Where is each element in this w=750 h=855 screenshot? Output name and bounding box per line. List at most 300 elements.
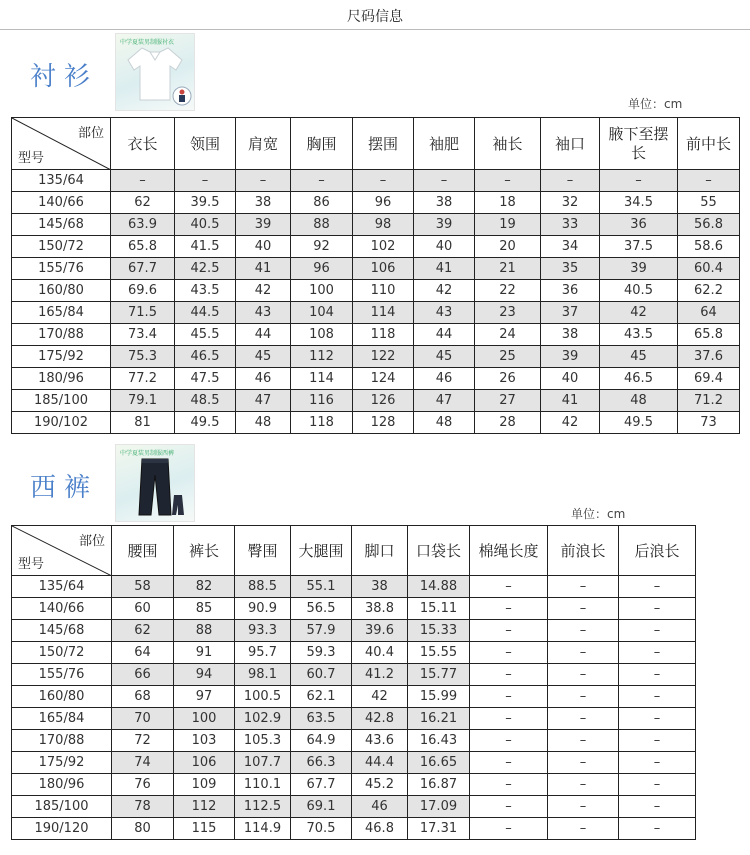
value-cell: 38 [352, 576, 408, 598]
value-cell: 102.9 [235, 708, 291, 730]
table-row [12, 368, 740, 390]
col-header: 前浪长 [548, 526, 619, 576]
value-cell: – [414, 170, 475, 192]
value-cell: – [619, 576, 696, 598]
value-cell: 62 [111, 192, 175, 214]
size-cell: 135/64 [12, 170, 111, 192]
table-row [12, 192, 740, 214]
value-cell: 43 [236, 302, 291, 324]
table-row [12, 796, 696, 818]
size-cell: 185/100 [12, 390, 111, 412]
value-cell: – [600, 170, 678, 192]
size-cell: 160/80 [12, 686, 112, 708]
value-cell: 69.6 [111, 280, 175, 302]
value-cell: 16.87 [408, 774, 470, 796]
value-cell: 42 [236, 280, 291, 302]
size-cell: 175/92 [12, 346, 111, 368]
value-cell: 56.5 [291, 598, 352, 620]
value-cell: 48 [236, 412, 291, 434]
value-cell: – [619, 620, 696, 642]
size-cell: 190/102 [12, 412, 111, 434]
value-cell: 124 [353, 368, 414, 390]
value-cell: 37.5 [600, 236, 678, 258]
value-cell: – [548, 774, 619, 796]
value-cell: 70.5 [291, 818, 352, 840]
value-cell: – [548, 796, 619, 818]
value-cell: 15.77 [408, 664, 470, 686]
value-cell: – [541, 170, 600, 192]
table-row [12, 170, 740, 192]
value-cell: 60.7 [291, 664, 352, 686]
value-cell: – [619, 664, 696, 686]
value-cell: 41.5 [175, 236, 236, 258]
value-cell: 48 [414, 412, 475, 434]
value-cell: – [619, 642, 696, 664]
col-header: 腋下至摆长 [600, 118, 678, 170]
value-cell: 114.9 [235, 818, 291, 840]
value-cell: 42.8 [352, 708, 408, 730]
size-cell: 140/66 [12, 192, 111, 214]
value-cell: 56.8 [678, 214, 740, 236]
value-cell: 36 [541, 280, 600, 302]
value-cell: 46 [414, 368, 475, 390]
value-cell: 49.5 [175, 412, 236, 434]
value-cell: 15.11 [408, 598, 470, 620]
table-row [12, 390, 740, 412]
value-cell: 97 [174, 686, 235, 708]
table-row [12, 752, 696, 774]
value-cell: 39 [600, 258, 678, 280]
value-cell: 112 [291, 346, 353, 368]
value-cell: 32 [541, 192, 600, 214]
value-cell: 81 [111, 412, 175, 434]
value-cell: 17.09 [408, 796, 470, 818]
value-cell: 15.55 [408, 642, 470, 664]
value-cell: 63.5 [291, 708, 352, 730]
value-cell: 33 [541, 214, 600, 236]
value-cell: 41 [414, 258, 475, 280]
value-cell: – [175, 170, 236, 192]
value-cell: 41.2 [352, 664, 408, 686]
value-cell: – [548, 620, 619, 642]
size-cell: 145/68 [12, 214, 111, 236]
value-cell: – [353, 170, 414, 192]
shirt-product-image [115, 33, 195, 111]
col-header: 腰围 [112, 526, 174, 576]
table-row [12, 708, 696, 730]
col-header: 袖长 [475, 118, 541, 170]
value-cell: – [470, 752, 548, 774]
value-cell: 114 [291, 368, 353, 390]
value-cell: – [619, 598, 696, 620]
value-cell: 92 [291, 236, 353, 258]
value-cell: 28 [475, 412, 541, 434]
value-cell: – [548, 598, 619, 620]
value-cell: 68 [112, 686, 174, 708]
col-header: 臀围 [235, 526, 291, 576]
col-header: 棉绳长度 [470, 526, 548, 576]
value-cell: – [619, 818, 696, 840]
value-cell: 96 [291, 258, 353, 280]
value-cell: 60.4 [678, 258, 740, 280]
pants-section-title: 西裤 [30, 473, 99, 503]
value-cell: 115 [174, 818, 235, 840]
value-cell: 114 [353, 302, 414, 324]
value-cell: 73 [678, 412, 740, 434]
shirt-section-title: 衬衫 [30, 62, 99, 92]
value-cell: 66.3 [291, 752, 352, 774]
value-cell: – [470, 796, 548, 818]
value-cell: 79.1 [111, 390, 175, 412]
value-cell: 45.2 [352, 774, 408, 796]
value-cell: 102 [353, 236, 414, 258]
value-cell: – [475, 170, 541, 192]
value-cell: 43.5 [600, 324, 678, 346]
value-cell: 44.4 [352, 752, 408, 774]
value-cell: – [548, 818, 619, 840]
col-header: 衣长 [111, 118, 175, 170]
table-row [12, 280, 740, 302]
value-cell: – [470, 774, 548, 796]
col-header: 后浪长 [619, 526, 696, 576]
value-cell: 41 [541, 390, 600, 412]
value-cell: 42 [541, 412, 600, 434]
value-cell: 95.7 [235, 642, 291, 664]
shirt-image-caption: 中学夏装男制服衬衣 [120, 39, 175, 46]
value-cell: 22 [475, 280, 541, 302]
value-cell: 73.4 [111, 324, 175, 346]
value-cell: 88 [291, 214, 353, 236]
value-cell: 20 [475, 236, 541, 258]
value-cell: 72 [112, 730, 174, 752]
value-cell: 93.3 [235, 620, 291, 642]
corner-label-part: 部位 [77, 126, 104, 141]
value-cell: 110.1 [235, 774, 291, 796]
size-cell: 165/84 [12, 708, 112, 730]
col-header: 脚口 [352, 526, 408, 576]
value-cell: 43.6 [352, 730, 408, 752]
value-cell: 112 [174, 796, 235, 818]
value-cell: – [291, 170, 353, 192]
value-cell: 16.43 [408, 730, 470, 752]
value-cell: 24 [475, 324, 541, 346]
col-header: 领围 [175, 118, 236, 170]
table-row [12, 730, 696, 752]
size-cell: 185/100 [12, 796, 112, 818]
value-cell: 69.4 [678, 368, 740, 390]
pants-product-image [115, 444, 195, 522]
shirt-corner-cell [12, 118, 111, 170]
pants-size-table [11, 525, 696, 840]
value-cell: 94 [174, 664, 235, 686]
value-cell: 80 [112, 818, 174, 840]
pants-corner-cell [12, 526, 112, 576]
value-cell: 19 [475, 214, 541, 236]
value-cell: 42.5 [175, 258, 236, 280]
value-cell: 37 [541, 302, 600, 324]
value-cell: 40 [541, 368, 600, 390]
value-cell: 55 [678, 192, 740, 214]
value-cell: – [548, 642, 619, 664]
col-header: 胸围 [291, 118, 353, 170]
title-divider [0, 29, 750, 30]
value-cell: – [470, 730, 548, 752]
value-cell: 39.6 [352, 620, 408, 642]
value-cell: 98 [353, 214, 414, 236]
value-cell: – [470, 620, 548, 642]
value-cell: 14.88 [408, 576, 470, 598]
value-cell: 57.9 [291, 620, 352, 642]
table-row [12, 642, 696, 664]
value-cell: 42 [414, 280, 475, 302]
value-cell: 48.5 [175, 390, 236, 412]
value-cell: 64 [112, 642, 174, 664]
value-cell: – [619, 752, 696, 774]
table-row [12, 664, 696, 686]
value-cell: – [470, 686, 548, 708]
corner-label-size: 型号 [18, 557, 45, 572]
corner-label-size: 型号 [18, 151, 45, 166]
value-cell: 62.2 [678, 280, 740, 302]
value-cell: 71.5 [111, 302, 175, 324]
value-cell: 88.5 [235, 576, 291, 598]
value-cell: 18 [475, 192, 541, 214]
value-cell: 63.9 [111, 214, 175, 236]
value-cell: – [548, 664, 619, 686]
value-cell: 105.3 [235, 730, 291, 752]
table-row [12, 686, 696, 708]
value-cell: 40.4 [352, 642, 408, 664]
value-cell: – [470, 598, 548, 620]
value-cell: 34.5 [600, 192, 678, 214]
value-cell: 91 [174, 642, 235, 664]
value-cell: – [236, 170, 291, 192]
value-cell: 122 [353, 346, 414, 368]
value-cell: – [548, 730, 619, 752]
col-header: 袖肥 [414, 118, 475, 170]
value-cell: 45.5 [175, 324, 236, 346]
value-cell: 49.5 [600, 412, 678, 434]
size-cell: 180/96 [12, 774, 112, 796]
value-cell: 62 [112, 620, 174, 642]
value-cell: 44 [236, 324, 291, 346]
value-cell: 17.31 [408, 818, 470, 840]
size-cell: 140/66 [12, 598, 112, 620]
value-cell: 45 [414, 346, 475, 368]
table-row [12, 346, 740, 368]
value-cell: 43 [414, 302, 475, 324]
value-cell: 26 [475, 368, 541, 390]
value-cell: 44.5 [175, 302, 236, 324]
value-cell: – [548, 576, 619, 598]
value-cell: 106 [174, 752, 235, 774]
col-header: 口袋长 [408, 526, 470, 576]
value-cell: 55.1 [291, 576, 352, 598]
value-cell: 27 [475, 390, 541, 412]
value-cell: 39 [541, 346, 600, 368]
col-header: 前中长 [678, 118, 740, 170]
value-cell: 70 [112, 708, 174, 730]
value-cell: 47.5 [175, 368, 236, 390]
value-cell: 108 [291, 324, 353, 346]
size-cell: 175/92 [12, 752, 112, 774]
value-cell: 46.5 [600, 368, 678, 390]
value-cell: 106 [353, 258, 414, 280]
value-cell: 100.5 [235, 686, 291, 708]
table-row [12, 620, 696, 642]
value-cell: 65.8 [111, 236, 175, 258]
size-cell: 170/88 [12, 324, 111, 346]
value-cell: 36 [600, 214, 678, 236]
col-header: 大腿围 [291, 526, 352, 576]
value-cell: 75.3 [111, 346, 175, 368]
value-cell: 38 [236, 192, 291, 214]
col-header: 摆围 [353, 118, 414, 170]
value-cell: – [470, 664, 548, 686]
value-cell: 78 [112, 796, 174, 818]
value-cell: 64.9 [291, 730, 352, 752]
value-cell: – [470, 708, 548, 730]
value-cell: – [619, 774, 696, 796]
col-header: 肩宽 [236, 118, 291, 170]
size-cell: 150/72 [12, 642, 112, 664]
value-cell: 34 [541, 236, 600, 258]
col-header: 裤长 [174, 526, 235, 576]
value-cell: 46 [352, 796, 408, 818]
value-cell: 16.65 [408, 752, 470, 774]
value-cell: 58 [112, 576, 174, 598]
value-cell: 40 [414, 236, 475, 258]
value-cell: 67.7 [111, 258, 175, 280]
size-cell: 165/84 [12, 302, 111, 324]
value-cell: 77.2 [111, 368, 175, 390]
value-cell: 100 [174, 708, 235, 730]
value-cell: 62.1 [291, 686, 352, 708]
shirt-unit-label: 单位：cm [628, 97, 683, 111]
value-cell: – [678, 170, 740, 192]
table-row [12, 412, 740, 434]
value-cell: 60 [112, 598, 174, 620]
value-cell: 42 [600, 302, 678, 324]
value-cell: 21 [475, 258, 541, 280]
value-cell: 88 [174, 620, 235, 642]
value-cell: 46 [236, 368, 291, 390]
value-cell: – [619, 686, 696, 708]
value-cell: 96 [353, 192, 414, 214]
table-row [12, 236, 740, 258]
size-cell: 155/76 [12, 258, 111, 280]
value-cell: 112.5 [235, 796, 291, 818]
value-cell: 59.3 [291, 642, 352, 664]
value-cell: 40.5 [600, 280, 678, 302]
pants-image-caption: 中学夏装男制服西裤 [120, 450, 175, 457]
value-cell: 35 [541, 258, 600, 280]
value-cell: – [548, 708, 619, 730]
value-cell: 38 [541, 324, 600, 346]
value-cell: 47 [236, 390, 291, 412]
value-cell: 47 [414, 390, 475, 412]
value-cell: 15.99 [408, 686, 470, 708]
table-row [12, 774, 696, 796]
size-cell: 170/88 [12, 730, 112, 752]
value-cell: 40 [236, 236, 291, 258]
table-row [12, 598, 696, 620]
table-row [12, 258, 740, 280]
value-cell: 100 [291, 280, 353, 302]
size-cell: 180/96 [12, 368, 111, 390]
value-cell: 23 [475, 302, 541, 324]
value-cell: 15.33 [408, 620, 470, 642]
value-cell: 126 [353, 390, 414, 412]
size-cell: 145/68 [12, 620, 112, 642]
value-cell: 39 [236, 214, 291, 236]
value-cell: 66 [112, 664, 174, 686]
shirt-size-table [11, 117, 740, 434]
page-title: 尺码信息 [347, 9, 403, 25]
value-cell: 39 [414, 214, 475, 236]
value-cell: 39.5 [175, 192, 236, 214]
value-cell: 118 [353, 324, 414, 346]
value-cell: 67.7 [291, 774, 352, 796]
value-cell: 69.1 [291, 796, 352, 818]
value-cell: 86 [291, 192, 353, 214]
col-header: 袖口 [541, 118, 600, 170]
value-cell: 71.2 [678, 390, 740, 412]
value-cell: – [470, 642, 548, 664]
size-cell: 135/64 [12, 576, 112, 598]
value-cell: 85 [174, 598, 235, 620]
pants-header-row [12, 526, 696, 576]
value-cell: 46.5 [175, 346, 236, 368]
value-cell: 58.6 [678, 236, 740, 258]
value-cell: 43.5 [175, 280, 236, 302]
value-cell: 46.8 [352, 818, 408, 840]
value-cell: 44 [414, 324, 475, 346]
value-cell: – [548, 752, 619, 774]
value-cell: 41 [236, 258, 291, 280]
value-cell: 104 [291, 302, 353, 324]
value-cell: 107.7 [235, 752, 291, 774]
value-cell: – [619, 708, 696, 730]
size-cell: 160/80 [12, 280, 111, 302]
shirt-header-row [12, 118, 740, 170]
value-cell: 65.8 [678, 324, 740, 346]
value-cell: 45 [236, 346, 291, 368]
value-cell: 40.5 [175, 214, 236, 236]
value-cell: 38 [414, 192, 475, 214]
value-cell: 64 [678, 302, 740, 324]
value-cell: – [470, 818, 548, 840]
pants-unit-label: 单位：cm [571, 507, 626, 521]
value-cell: 74 [112, 752, 174, 774]
table-row [12, 576, 696, 598]
value-cell: 90.9 [235, 598, 291, 620]
value-cell: 45 [600, 346, 678, 368]
size-cell: 155/76 [12, 664, 112, 686]
table-row [12, 302, 740, 324]
value-cell: 109 [174, 774, 235, 796]
value-cell: 110 [353, 280, 414, 302]
table-row [12, 818, 696, 840]
size-cell: 190/120 [12, 818, 112, 840]
table-row [12, 324, 740, 346]
value-cell: – [470, 576, 548, 598]
corner-label-part: 部位 [78, 534, 105, 549]
table-row [12, 214, 740, 236]
value-cell: – [619, 796, 696, 818]
value-cell: 103 [174, 730, 235, 752]
value-cell: 37.6 [678, 346, 740, 368]
